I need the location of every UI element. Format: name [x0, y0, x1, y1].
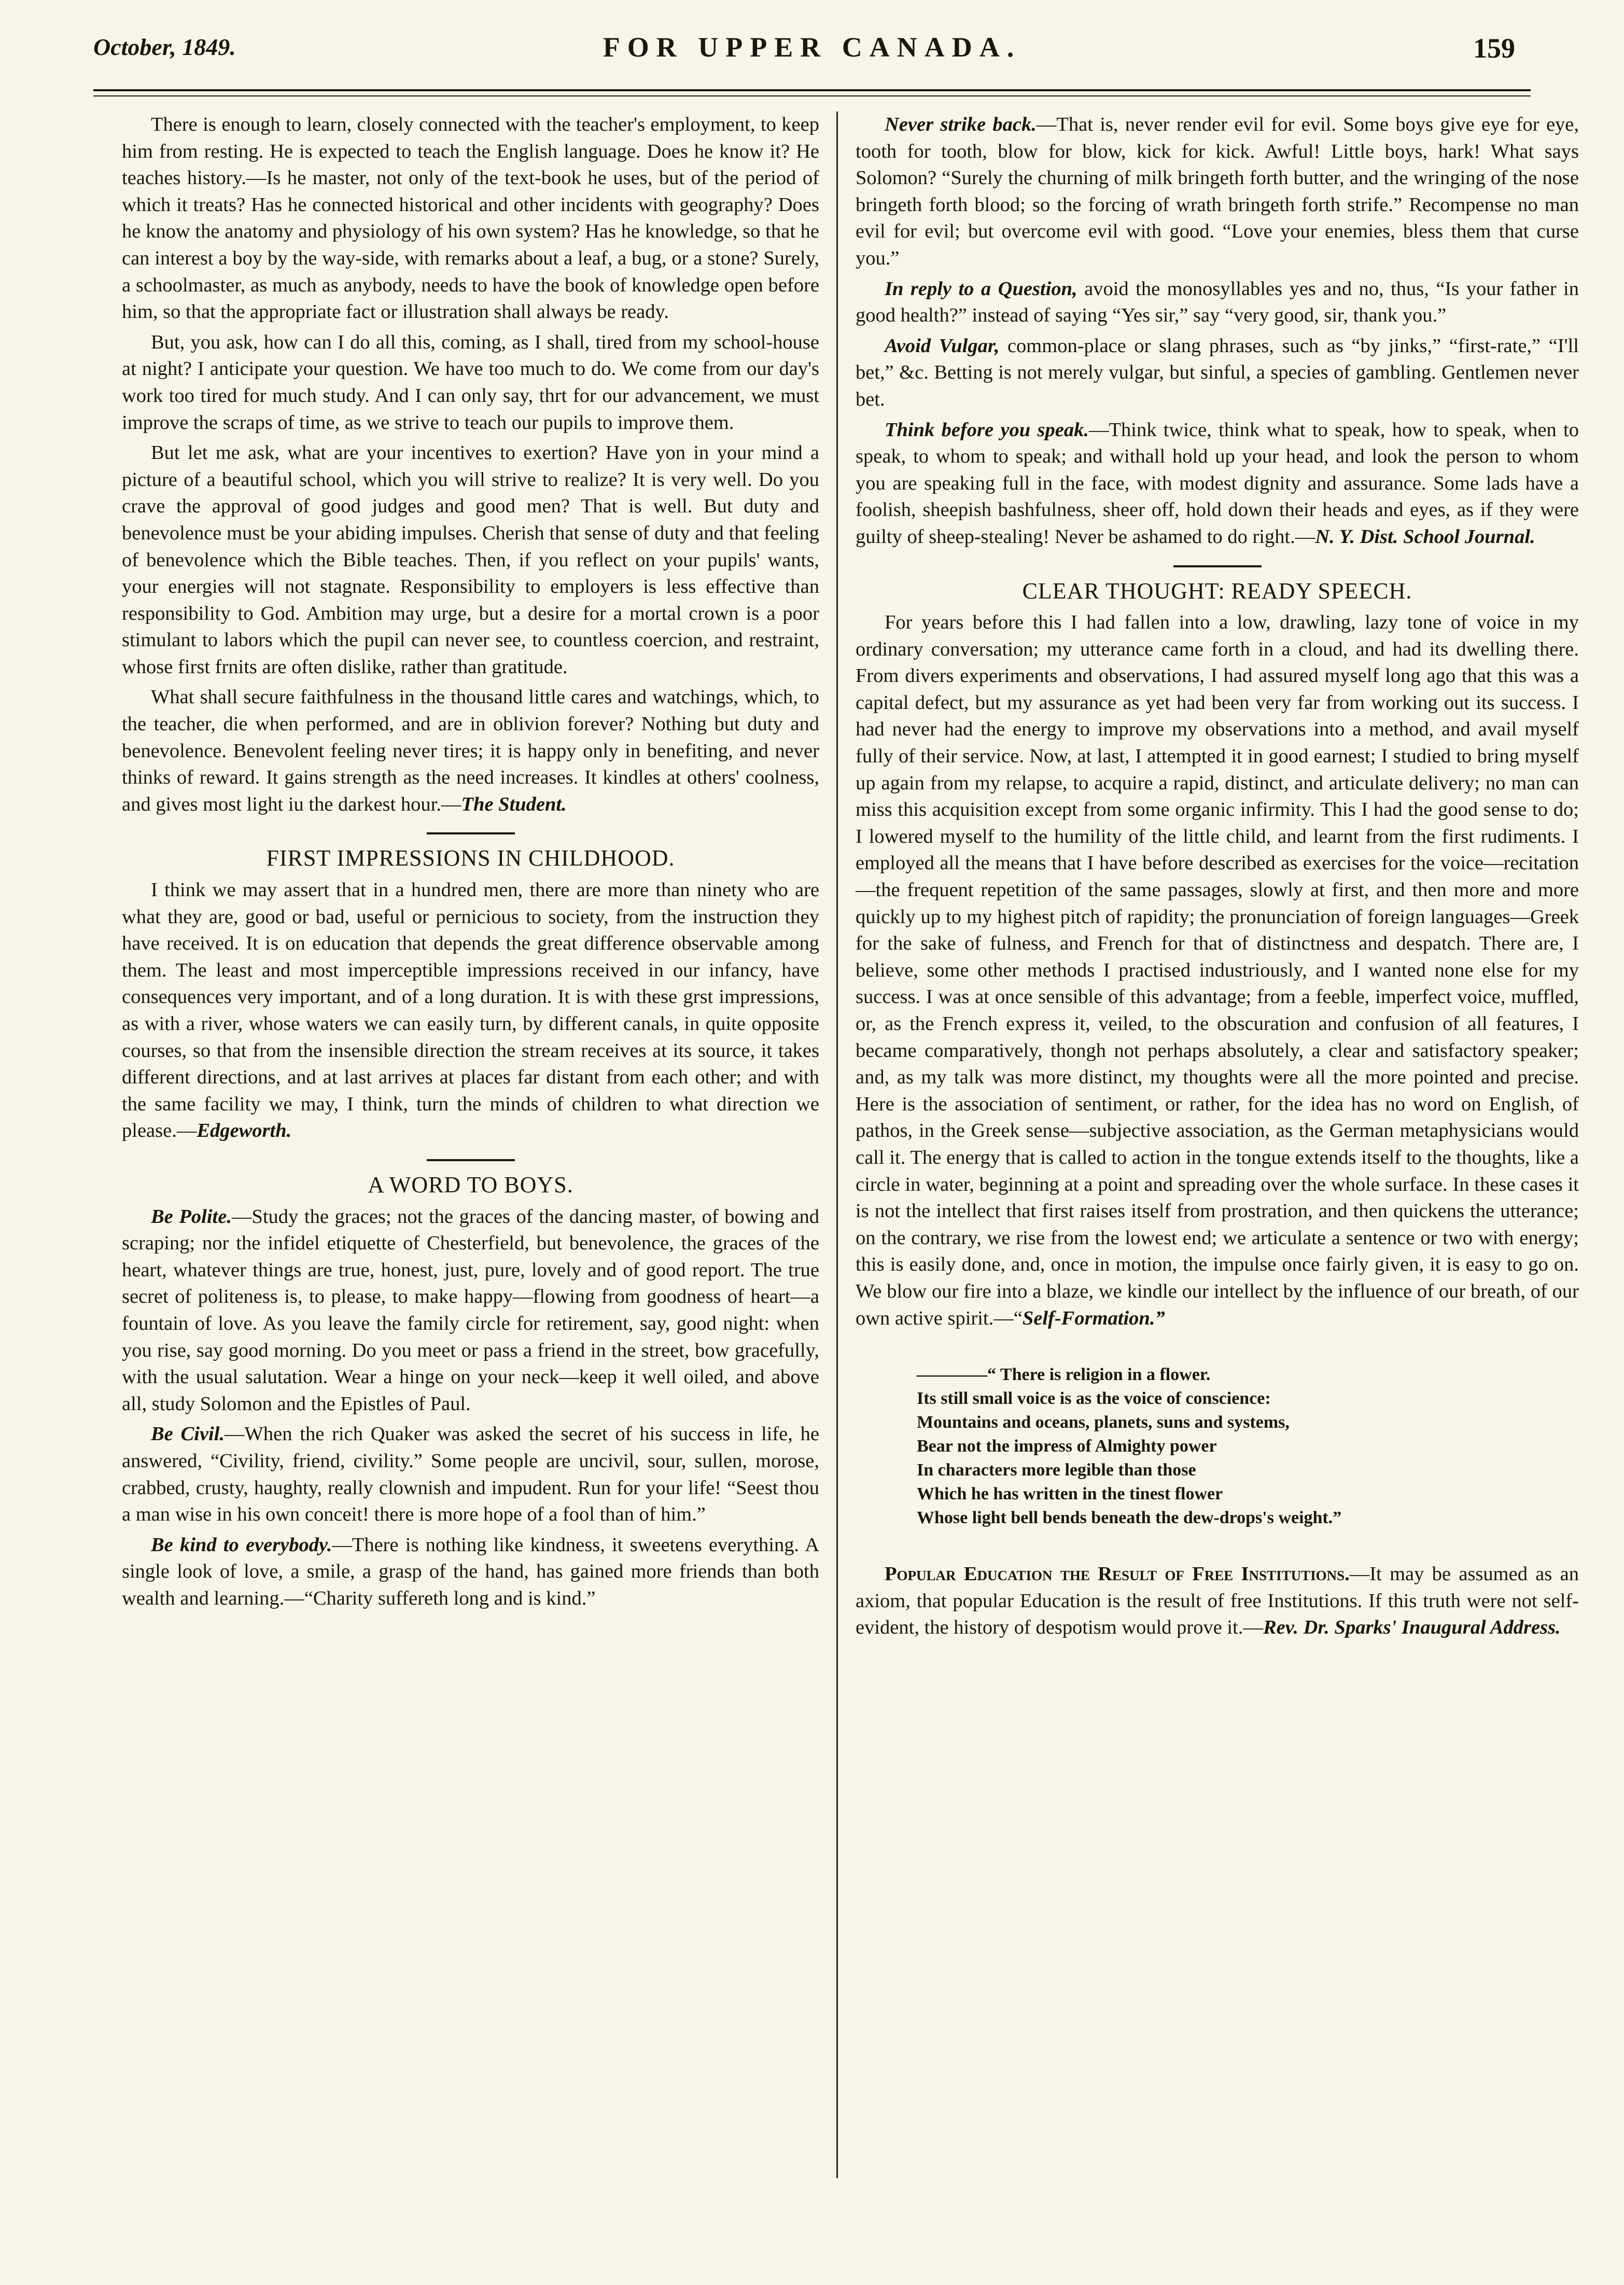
paragraph-text: For years before this I had fallen into a low, drawling, lazy tone of voice in my ordinary conversation; my utterance came forth in a cloud, and had its dwelling there. From divers experiments and observations, I had assured myself long ago that this was a capital defect, but my assurance as yet had been very far from working out its success. I had never had the energy to improve my observations into a method, and avail myself fully of their service. Now, at last, I attempted it in good earnest; I studied to bring myself up again from my relapse, to acquire a rapid, distinct, and articulate delivery; no man can miss this acquisition except from some organic infirmity. This I had the good sense to do; I lowered myself to the humility of the little child, and learnt from the first rudiments. I employed all the means that I have before described as exercises for the voice—recitation—the frequent repetition of the same passages, slowly at first, and then more and more quickly up to my highest pitch of rapidity; the pronunciation of foreign languages—Greek for the sake of fulness, and French for that of distinctness and despatch. There are, I believe, some other methods I practised industriously, and I wanted none else for my success. I was at once sensible of this advantage; from a feeble, imperfect voice, muffled, or, as the French express it, veiled, to the obscuration and confusion of all features, I became comparatively, thongh not perhaps absolutely, a clear and satisfactory speaker; and, as my talk was more distinct, my thoughts were all the more pointed and precise. Here is the association of sentiment, or rather, for the idea has no word on English, of pathos, in the Greek sense—subjective association, as the German metaphysicians would call it. The energy that is called to action in the tongue extends itself to the thoughts, like a circle in water, beginning at a point and spreading over the whole surface. In these cases it is not the intellect that first raises itself from prostration, and then quickens the utterance; on the contrary, we rise from the lowest end; we articulate a sentence or two with energy; this is easily done, and, once in motion, the impulse once fairly given, it is easy to go on. We blow our fire into a blaze, we kindle our intellect by the influence of our breath, of our own active spirit.—“	[856, 611, 1579, 1329]
paragraph	[856, 1561, 1579, 1641]
running-title: FOR UPPER CANADA.	[603, 32, 1021, 63]
right-column	[856, 112, 1579, 1645]
source-citation: Self-Formation.”	[1022, 1307, 1165, 1329]
paragraph-text: —There is nothing like kindness, it sweetens everything. A single look of love, a smile, a grasp of the hand, has gained more friends than both wealth and learning.—“Charity suffereth long and is kind.”	[122, 1534, 819, 1609]
article-heading: A WORD TO BOYS.	[368, 1172, 573, 1197]
paragraph: But, you ask, how can I do all this, coming, as I shall, tired from my school-house at night? I anticipate your question. We have too much to do. We come from our day's work too tired for much study. And I can only say, thrt for our advancement, we must improve the scraps of time, as we strive to teach our pupils to improve them.	[122, 331, 819, 434]
source-citation: Edgeworth.	[197, 1120, 292, 1142]
lead-phrase: In reply to a Question,	[885, 277, 1077, 300]
paragraph: But let me ask, what are your incentives to exertion? Have yon in your mind a picture of a beautiful school, which you will strive to realize? It is very well. Do you crave the approval of good judges and good men? That is well. But duty and benevolence must be your abiding impulses. Cherish that sense of duty and that feeling of benevolence which the Bible teaches. Then, if you reflect on your pupils' wants, your energies will not stagnate. Responsibility to employers is less effective than responsibility to God. Ambition may urge, but a desire for a mortal crown is a poor stimulant to labors which the pupil can never see, to countless coercion, and restraint, whose first frnits are often dislike, rather than gratitude.	[122, 442, 819, 678]
paragraph	[122, 1421, 819, 1528]
paragraph	[122, 684, 819, 818]
paragraph	[856, 417, 1579, 551]
column-divider	[836, 112, 838, 2178]
section-divider	[427, 832, 515, 834]
lead-phrase: Be Civil.	[151, 1423, 225, 1445]
paragraph-text: —Study the graces; not the graces of the dancing master, of bowing and scraping; nor the infidel etiquette of Chesterfield, but benevolence, the graces of the heart, whatever things are true, honest, just, pure, lovely and of good report. The true secret of politeness is, to please, to make happy—flowing from goodness of heart—a fountain of love. As you leave the family circle for retirement, say, good night: when you rise, say good morning. Do you meet or pass a friend in the street, bow gracefully, with the usual salutation. Wear a hinge on your neck—keep it well oiled, and above all, study Solomon and the Epistles of Paul.	[122, 1205, 819, 1415]
paragraph	[856, 333, 1579, 413]
header-rule-thick	[93, 89, 1531, 91]
paragraph	[856, 276, 1579, 329]
section-divider	[1173, 565, 1262, 567]
lead-phrase: Be Polite.	[151, 1205, 232, 1228]
poem-line: Which he has written in the tinest flower	[917, 1484, 1223, 1504]
lead-phrase: Popular Education the Result of Free Institutions.	[885, 1563, 1350, 1585]
paragraph	[122, 1204, 819, 1418]
paragraph	[122, 877, 819, 1145]
source-citation: N. Y. Dist. School Journal.	[1315, 525, 1535, 548]
paragraph-text: What shall secure faithfulness in the thousand little cares and watchings, which, to the teacher, die when performed, and are in oblivion forever? Nothing but duty and benevolence. Benevolent feeling never tires; it is happy only in benefiting, and never thinks of reward. It gains strength as the need increases. It kindles at others' coolness, and gives most light iu the darkest hour.—	[122, 686, 819, 815]
poem-line: Bear not the impress of Almighty power	[917, 1437, 1217, 1456]
paragraph	[856, 112, 1579, 272]
left-column	[122, 112, 819, 1615]
paragraph-text: common-place or slang phrases, such as “by jinks,” “first-rate,” “I'll bet,” &c. Betting is not merely vulgar, but sinful, a species of gambling. Gentlemen never bet.	[856, 335, 1579, 410]
paragraph-text: —It may be assumed as an axiom, that popular Education is the result of free Institutions. If this truth were not self-evident, the history of despotism would prove it.—	[856, 1563, 1579, 1639]
paragraph-text: —That is, never render evil for evil. Some boys give eye for eye, tooth for tooth, blow for blow, kick for kick. Awful! Little boys, hark! What says Solomon? “Surely the churning of milk bringeth forth butter, and the wringing of the nose bringeth forth blood; so the forcing of wrath bringeth forth strife.” Recompense no man evil for evil; but overcome evil with good. “Love your enemies, bless them that curse you.”	[856, 114, 1579, 269]
article-heading: CLEAR THOUGHT: READY SPEECH.	[1022, 578, 1412, 604]
lead-phrase: Be kind to everybody.	[151, 1534, 332, 1556]
paragraph-text: I think we may assert that in a hundred men, there are more than ninety who are what they are, good or bad, useful or pernicious to society, from the instruction they have received. It is on education that depends the great difference observable among them. The least and most imperceptible impressions received in our infancy, have consequences very important, and of a long duration. It is with these grst impressions, as with a river, whose waters we can easily turn, by different canals, in quite opposite courses, so that from the insensible direction the stream receives at its source, it takes different directions, and at last arrives at places far distant from each other; and with the same facility we may, I think, turn the minds of children to what direction we please.—	[122, 879, 819, 1142]
source-citation: Rev. Dr. Sparks' Inaugural Address.	[1263, 1617, 1561, 1639]
poem-block	[917, 1363, 1579, 1530]
source-citation: The Student.	[461, 793, 567, 815]
lead-phrase: Think before you speak.	[885, 419, 1089, 441]
paragraph-text: avoid the monosyllables yes and no, thus, “Is your father in good health?” instead of saying “Yes sir,” say “very good, sir, thank you.”	[856, 277, 1579, 327]
poem-line: In characters more legible than those	[917, 1460, 1196, 1480]
section-divider	[427, 1159, 515, 1161]
poem-line: ————“ There is religion in a flower.	[917, 1365, 1211, 1385]
paragraph-text: —When the rich Quaker was asked the secret of his success in life, he answered, “Civility, friend, civility.” Some people are uncivil, sour, sullen, morose, crabbed, crusty, haughty, really clownish and impudent. Run for your life! “Seest thou a man wise in his own conceit! there is more hope of a fool than of him.”	[122, 1423, 820, 1526]
page-header	[93, 21, 1531, 78]
poem-line: Its still small voice is as the voice of conscience:	[917, 1389, 1271, 1409]
paragraph-text: —Think twice, think what to speak, how to speak, when to speak, to whom to speak; and withall hold up your head, and look the person to whom you are speaking full in the face, with modest dignity and assurance. Some lads have a foolish, sheepish bashfulness, sheer off, hold down their heads and eyes, as if they were guilty of sheep-stealing! Never be ashamed to do right.—	[856, 419, 1579, 548]
issue-date: October, 1849.	[93, 34, 236, 60]
paragraph	[122, 1532, 819, 1612]
page-number: 159	[1473, 33, 1515, 64]
lead-phrase: Never strike back.	[885, 114, 1037, 135]
lead-phrase: Avoid Vulgar,	[885, 335, 1000, 357]
article-heading: FIRST IMPRESSIONS IN CHILDHOOD.	[266, 845, 675, 871]
header-rule-thin	[93, 95, 1531, 96]
paragraph: There is enough to learn, closely connected with the teacher's employment, to keep him from resting. He is expected to teach the English language. Does he know it? He teaches history.—Is he master, not only of the text-book he uses, but of the period of which it treats? Has he connected historical and other incidents with geography? Does he know the anatomy and physiology of his own system? Has he knowledge, so that he can interest a boy by the way-side, with remarks about a leaf, a bug, or a stone? Surely, a schoolmaster, as much as anybody, needs to have the book of knowledge open before him, so that the appropriate fact or illustration shall always be ready.	[122, 114, 819, 323]
poem-line: Whose light bell bends beneath the dew-drops's weight.”	[917, 1508, 1342, 1528]
paragraph	[856, 609, 1579, 1332]
poem-line: Mountains and oceans, planets, suns and systems,	[917, 1413, 1290, 1432]
